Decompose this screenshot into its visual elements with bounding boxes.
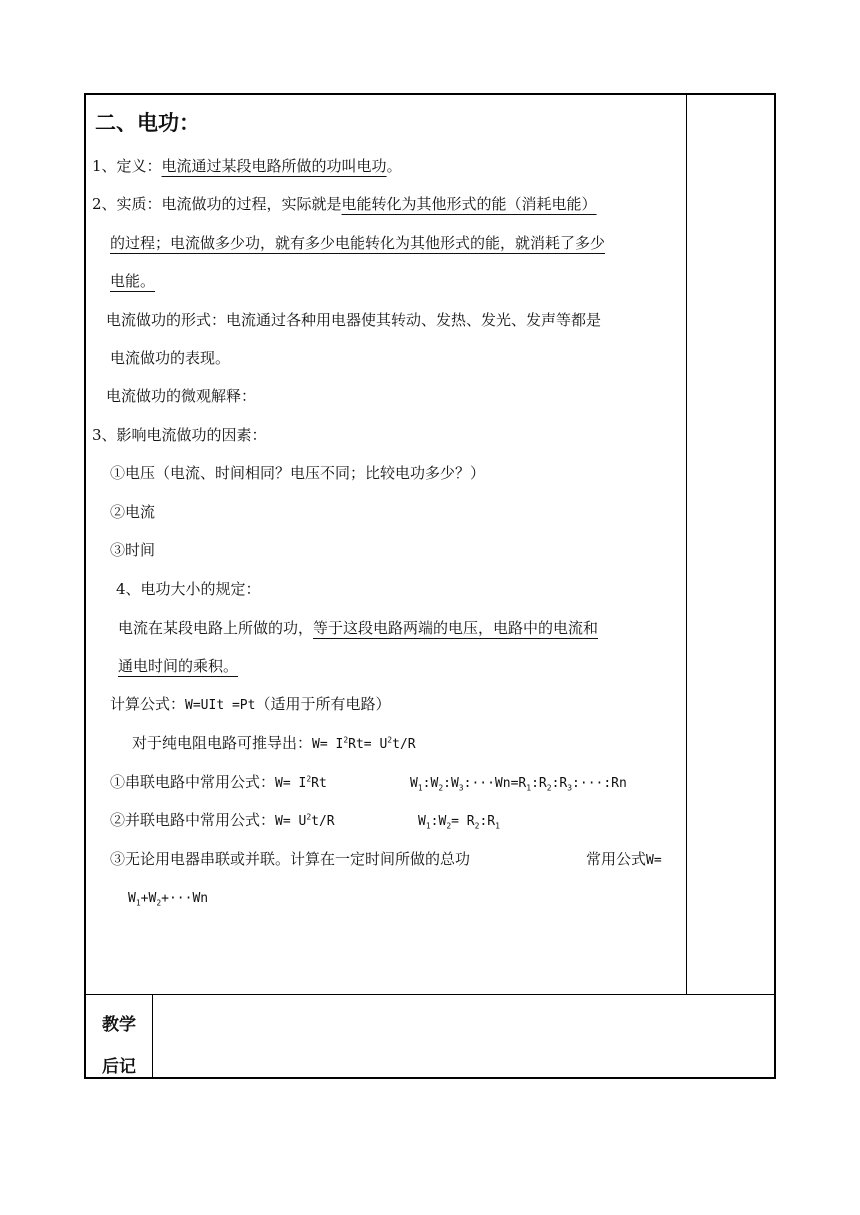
section-title: 二、电功： [95, 111, 200, 135]
formula-line [110, 694, 390, 716]
factors-heading: 3、影响电流做功的因素： [92, 426, 267, 444]
right-column-divider [686, 93, 687, 995]
essence-line-3: 电能。 [110, 272, 156, 290]
rule-line-2: 通电时间的乘积。 [118, 657, 239, 675]
rule-underlined: 等于这段电路两端的电压，电路中的电流和 [313, 619, 599, 637]
definition-end: 。 [386, 157, 402, 175]
formula-label: 计算公式： [110, 695, 186, 713]
footer-label-divider [152, 994, 153, 1079]
essence-underlined: 电能转化为其他形式的能（消耗电能） [341, 195, 597, 213]
definition-label: 1、定义： [92, 157, 162, 175]
parallel-label: ②并联电路中常用公式： [110, 811, 276, 829]
common-formula-label: 常用公式 [586, 850, 647, 868]
pure-resistance-line [132, 733, 416, 755]
definition-line [92, 156, 402, 176]
pure-resistance-label: 对于纯电阻电路可推导出： [132, 734, 313, 752]
series-label: ①串联电路中常用公式： [110, 773, 276, 791]
series-formula: $W= I^2Rt$ [275, 774, 327, 791]
essence-line-1 [92, 194, 597, 214]
total-work-text: ③无论用电器串联或并联。计算在一定时间所做的总功 [110, 850, 471, 868]
essence-label: 2、实质：电流做功的过程，实际就是 [92, 195, 342, 213]
definition-text: 电流通过某段电路所做的功叫电功 [161, 157, 387, 175]
total-work-formula-label [586, 849, 662, 871]
common-formula-start: W= [646, 853, 662, 868]
form-line-2: 电流做功的表现。 [110, 349, 231, 367]
parallel-ratio: $W_1:W_2=$ $R_2:R_1$ [418, 814, 500, 831]
rule-heading: 4、电功大小的规定： [116, 580, 261, 598]
teaching-notes-label-1: 教学 [102, 1015, 136, 1035]
form-line-1: 电流做功的形式：电流通过各种用电器使其转动、发热、发光、发声等都是 [106, 311, 602, 329]
parallel-line [110, 810, 335, 832]
factor-current: ②电流 [110, 503, 156, 521]
series-line [110, 772, 327, 794]
total-work-line [110, 849, 470, 869]
series-ratio: $W_1:W_2:W_3:\cdot\cdot\cdot Wn=R_1:R_2:R_3:\cdot\cdot\cdot:Rn$ [410, 776, 627, 793]
rule-line-1 [118, 618, 598, 638]
factor-time: ③时间 [110, 541, 156, 559]
pure-resistance-formula: $W= I^2Rt= U^2t/R$ [312, 735, 416, 752]
total-work-formula: $W_1+W_2+\cdot\cdot\cdot Wn$ [128, 891, 209, 908]
factor-voltage: ①电压（电流、时间相同？电压不同；比较电功多少？） [110, 464, 486, 482]
rule-text: 电流在某段电路上所做的功， [118, 619, 314, 637]
micro-explanation: 电流做功的微观解释： [106, 387, 257, 405]
formula-expression: W=UIt =Pt [185, 698, 256, 713]
footer-divider [84, 994, 776, 995]
formula-note: （适用于所有电路） [255, 695, 391, 713]
parallel-formula: $W= U^2t/R$ [275, 812, 335, 829]
essence-line-2: 的过程；电流做多少功，就有多少电能转化为其他形式的能，就消耗了多少 [110, 234, 606, 252]
teaching-notes-label-2: 后记 [102, 1057, 136, 1077]
